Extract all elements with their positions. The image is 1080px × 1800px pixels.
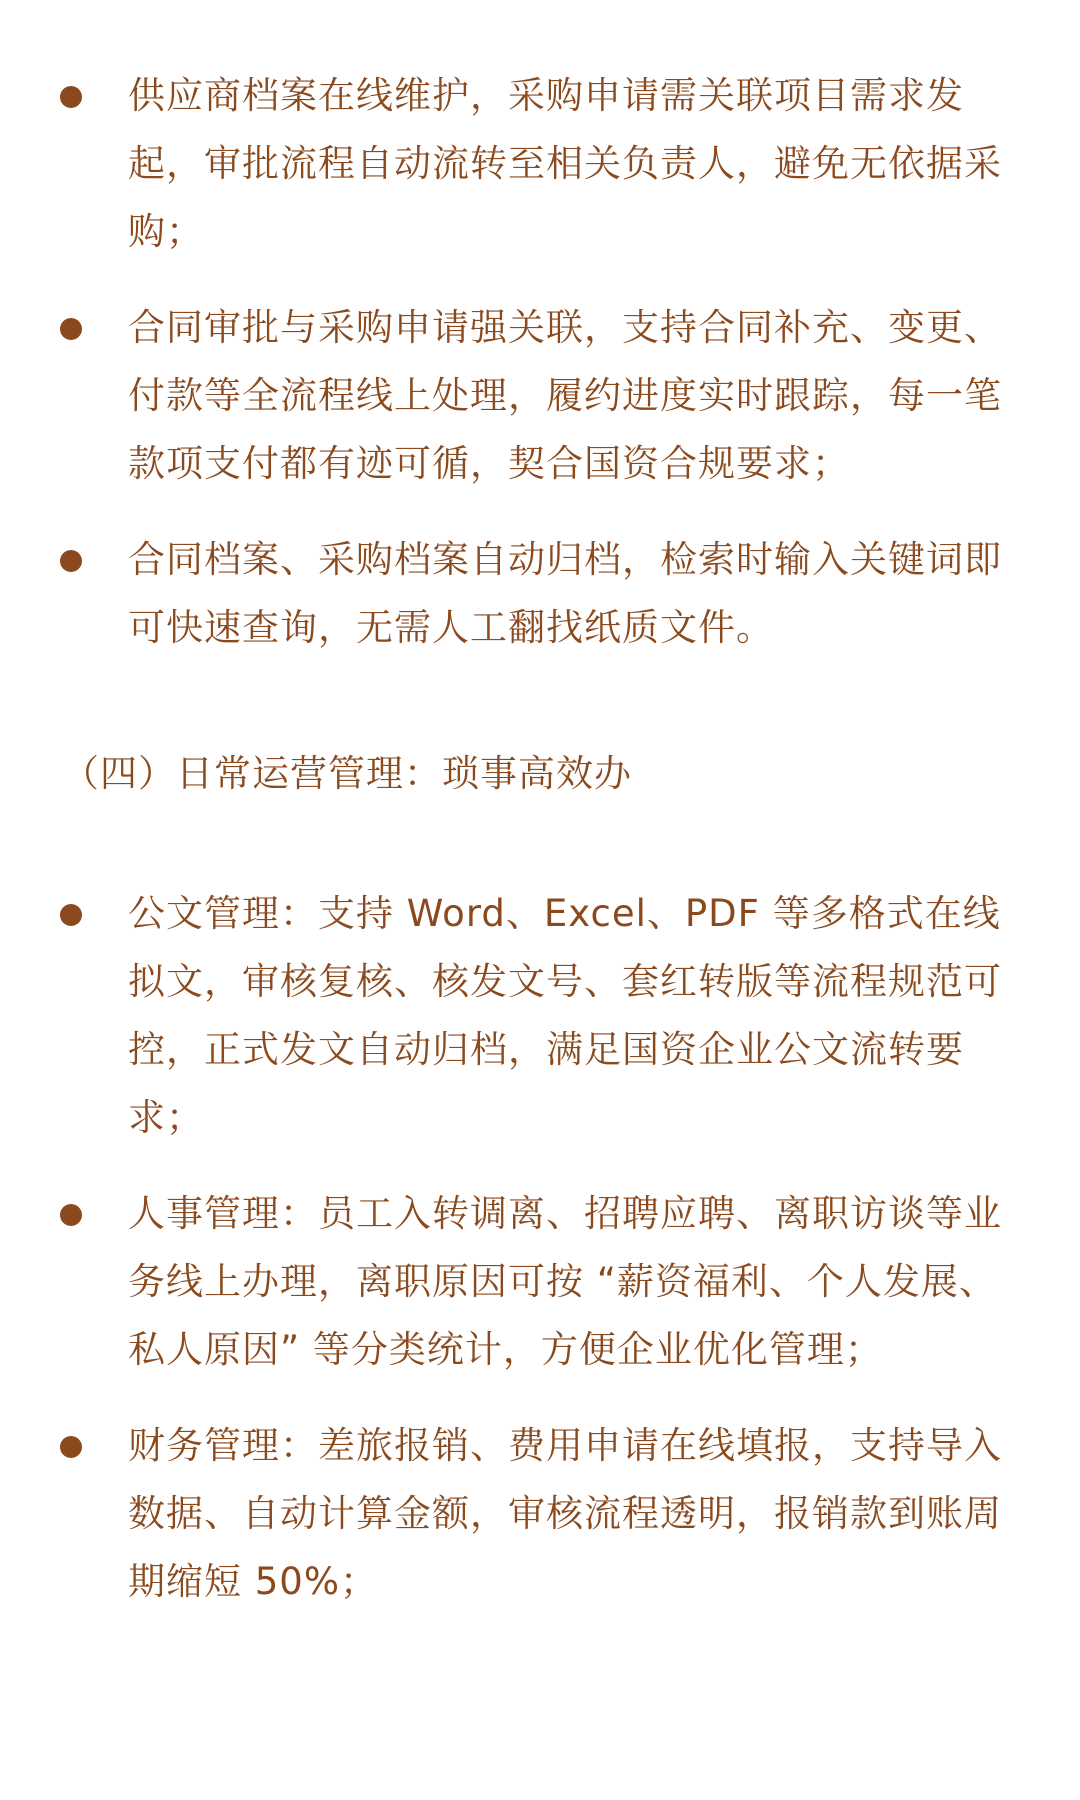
list-item — [0, 1412, 1080, 1616]
spacer — [0, 498, 1080, 526]
list-item — [0, 294, 1080, 498]
list-item — [0, 62, 1080, 266]
bottom-bullet-list — [0, 880, 1080, 1616]
bullet-dot-icon — [60, 1204, 82, 1226]
spacer — [0, 266, 1080, 294]
list-item — [0, 880, 1080, 1152]
list-item — [0, 526, 1080, 662]
spacer — [0, 1384, 1080, 1412]
list-item — [0, 1180, 1080, 1384]
bullet-dot-icon — [60, 1436, 82, 1458]
spacer — [0, 1152, 1080, 1180]
top-bullet-list — [0, 62, 1080, 662]
list-item-text: 财务管理：差旅报销、费用申请在线填报，支持导入数据、自动计算金额，审核流程透明，报销款到账周期缩短 50%； — [128, 1424, 1002, 1603]
bullet-dot-icon — [60, 550, 82, 572]
list-item-text: 合同审批与采购申请强关联，支持合同补充、变更、付款等全流程线上处理，履约进度实时跟踪，每一笔款项支付都有迹可循，契合国资合规要求； — [128, 306, 1002, 485]
section-heading: （四）日常运营管理：琐事高效办 — [62, 752, 632, 795]
bullet-dot-icon — [60, 904, 82, 926]
bullet-dot-icon — [60, 86, 82, 108]
bullet-dot-icon — [60, 318, 82, 340]
list-item-text: 供应商档案在线维护，采购申请需关联项目需求发起，审批流程自动流转至相关负责人，避免无依据采购； — [128, 74, 1002, 253]
list-item-text: 合同档案、采购档案自动归档，检索时输入关键词即可快速查询，无需人工翻找纸质文件。 — [128, 538, 1002, 649]
list-item-text: 人事管理：员工入转调离、招聘应聘、离职访谈等业务线上办理，离职原因可按 “薪资福利、个人发展、私人原因” 等分类统计，方便企业优化管理； — [128, 1192, 1002, 1371]
list-item-text: 公文管理：支持 Word、Excel、PDF 等多格式在线拟文，审核复核、核发文号、套红转版等流程规范可控，正式发文自动归档，满足国资企业公文流转要求； — [128, 892, 1002, 1139]
